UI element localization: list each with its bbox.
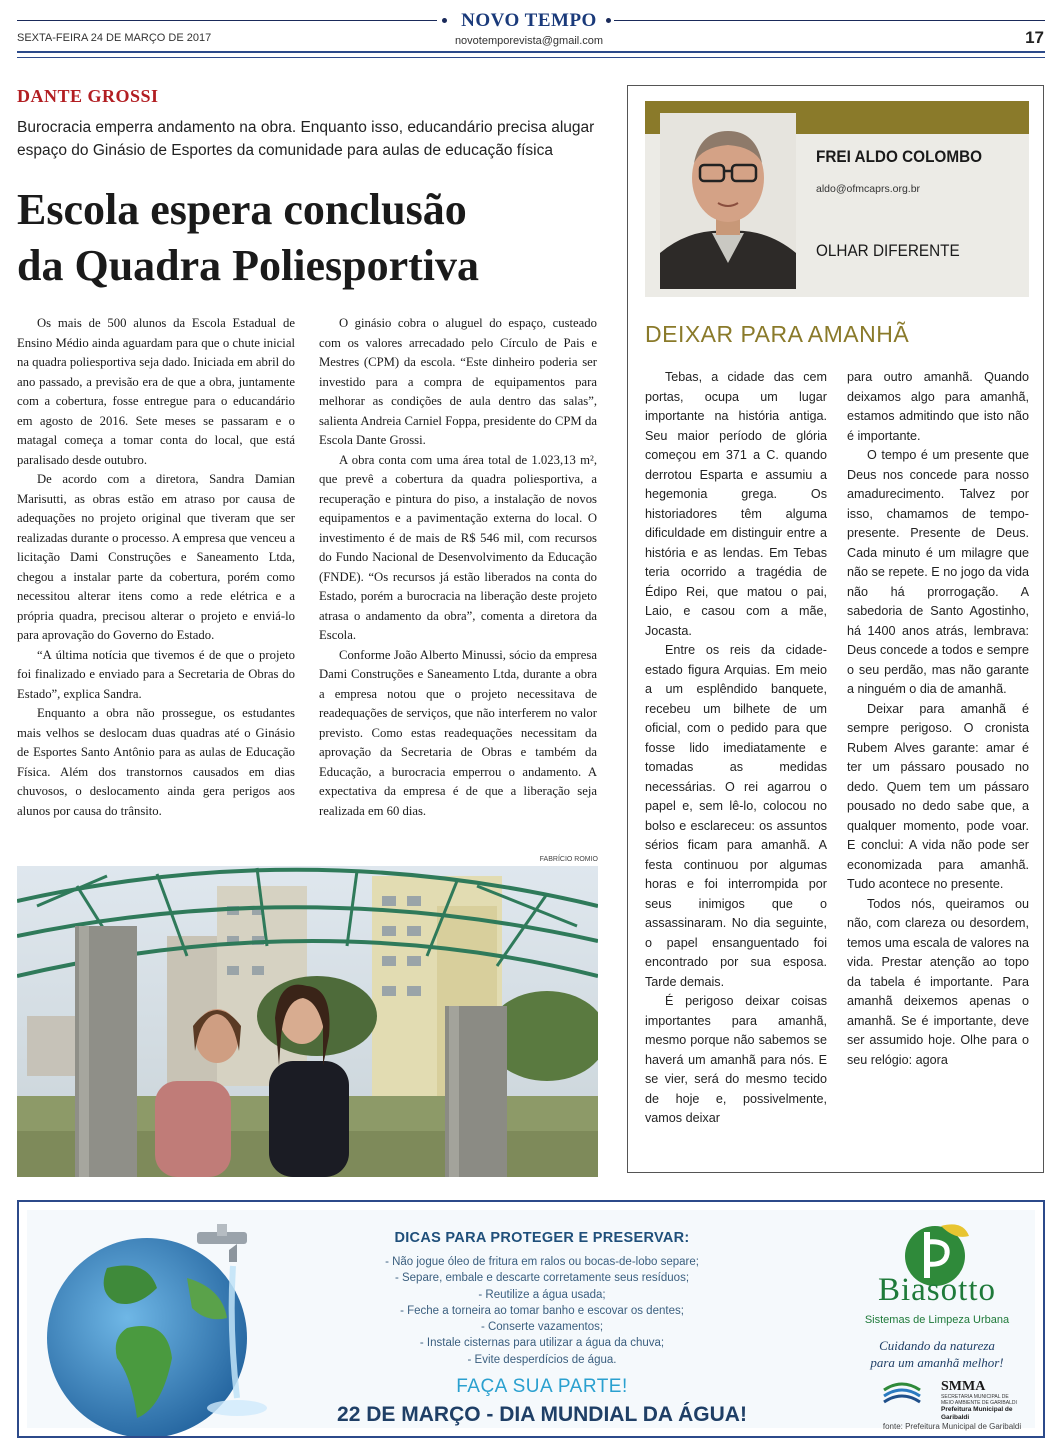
columnist-portrait (660, 113, 796, 289)
opinion-column-1 (645, 368, 827, 1129)
ad-tip: - Instale cisternas para utilizar a água da chuva; (419, 1337, 665, 1350)
article-headline (17, 182, 617, 294)
columnist-email: aldo@ofmcaprs.org.br (816, 183, 921, 195)
water-day-advertisement (17, 1200, 1045, 1438)
article-subhead: Burocracia emperra andamento na obra. Enquanto isso, educandário precisa alugar espaço do Ginásio de Esportes da comunidade para aulas de educação física (17, 119, 595, 159)
issue-date: SEXTA-FEIRA 24 DE MARÇO DE 2017 (17, 32, 212, 44)
headline-line-1: Escola espera conclusão (17, 185, 467, 234)
opinion-column-2 (847, 368, 1029, 1070)
opinion-paragraph: O tempo é um presente que Deus nos concede para nosso amadurecimento. Talvez por isso, chamamos de tempo-presente. Presente de Deus. Cada minuto é um milagre que não se repete. E no jogo da vida não há prorrogação. A sabedoria de Santo Agostinho, há 1400 anos atrás, lembrava: Deus concede a todos e sempre o seu perdão, mas não garante a ninguém o dia de amanhã. (847, 448, 1029, 696)
brand-name: Biasotto (877, 1272, 996, 1308)
opinion-column-box (627, 85, 1044, 1173)
columnist-profile (645, 101, 1029, 297)
article-paragraph: O ginásio cobra o aluguel do espaço, custeado com os valores arrecadado pelo Círculo de Pais e Mestres (CPM) da escola. “Este dinheiro poderia ser investido para a compra de equipamentos para melhorar as condições de aula dentro das salas”, salienta Andreia Carniel Foppa, presidente do CPM da Escola Dante Grossi. (319, 316, 597, 447)
ad-call-to-action: FAÇA SUA PARTE! (456, 1376, 628, 1397)
ad-heading: DICAS PARA PROTEGER E PRESERVAR: (394, 1230, 690, 1246)
ad-tip: - Reutilize a água usada; (478, 1288, 606, 1301)
smma-full-name: SECRETARIA MUNICIPAL DE MEIO AMBIENTE DE GARIBALDI (941, 1394, 1017, 1406)
article-photo (17, 866, 598, 1177)
ad-tip: - Conserte vazamentos; (480, 1321, 604, 1334)
ad-date-line: 22 DE MARÇO - DIA MUNDIAL DA ÁGUA! (337, 1403, 747, 1426)
opinion-paragraph: É perigoso deixar coisas importantes para amanhã, mesmo porque não sabemos se haverá um amanhã para nós. E se vier, será do mesmo tecido de hoje e, possivelmente, vamos deixar (645, 994, 827, 1125)
article-paragraph: Enquanto a obra não prossegue, os estudantes mais velhos se deslocam duas quadras até o Ginásio de Esportes Santo Antônio para as aulas de Educação Física. Além dos transtornos causados em dias chuvosos, o deslocamento ainda gera perigos aos alunos por causa do trânsito. (17, 706, 295, 818)
ad-tip: - Não jogue óleo de fritura em ralos ou bocas-de-lobo separe; (385, 1256, 699, 1268)
smma-wave-icon (882, 1380, 922, 1406)
page-number: 17 (1025, 28, 1044, 47)
masthead (0, 0, 1058, 58)
article-kicker: DANTE GROSSI (17, 86, 159, 106)
opinion-paragraph: Tebas, a cidade das cem portas, ocupa um lugar importante na história antiga. Seu maior período de glória começou em 371 a C. quando derrotou Esparta e assumiu a hegemonia grega. Os historiadores têm alguma dificuldade em distinguir entre a história e as lendas. Em Tebas teria ocorrido a tragédia de Édipo Rei, que matou o pai, Laio, e casou com a mãe, Jocasta. (645, 370, 827, 638)
article-paragraph: “A última notícia que tivemos é de que o projeto foi finalizado e enviado para a Secretaria de Obras do Estado”, explica Sandra. (17, 647, 295, 701)
masthead-double-rule (17, 51, 1045, 58)
article-paragraph: De acordo com a diretora, Sandra Damian Marisutti, as obras estão em atraso por causa de adequações no projeto original que tiveram que ser realizadas durante o processo. A empresa que venceu a licitação Dami Construções e Saneamento Ltda, chegou a instalar parte da cobertura, porém como necessitou alterar itens como a rede elétrica e a própria quadra, precisou alterar o projeto e enviá-lo para aprovação do Governo do Estado. (17, 472, 295, 642)
brand-slogan (827, 1337, 1045, 1371)
portrait-photo (660, 113, 796, 289)
prefeitura-name: Prefeitura Municipal de Garibaldi (941, 1406, 1013, 1421)
headline-line-2: da Quadra Poliesportiva (17, 241, 480, 290)
ad-source: fonte: Prefeitura Municipal de Garibaldi (882, 1422, 1022, 1431)
ad-tips-list (332, 1254, 752, 1368)
opinion-title: DEIXAR PARA AMANHÃ (645, 321, 910, 347)
columnist-name: FREI ALDO COLOMBO (816, 147, 983, 166)
ad-inner (27, 1210, 1035, 1431)
ad-tip: - Separe, embale e descarte corretamente seus resíduos; (394, 1272, 690, 1285)
article-column-1 (17, 314, 295, 821)
ad-tip: - Evite desperdícios de água. (467, 1353, 617, 1366)
opinion-paragraph: Todos nós, queiramos ou não, com clareza ou desordem, temos uma escala de valores na vida. Prestar atenção ao topo da tabela é importante. Para amanhã deixemos apenas o amanhã. Se é importante, deve ser assumido hoje. Olhe para o seu relógio: agora (847, 896, 1029, 1067)
opinion-paragraph: Deixar para amanhã é sempre perigoso. O cronista Rubem Alves garante: amar é ter um pássaro pousado no dedo. Quem tem um pássaro pousado no dedo sabe que, a qualquer momento, pode voar. E conclui: A vida não pode ser economizada para amanhã. Tudo acontece no presente. (847, 701, 1029, 891)
smma-name: SMMA (941, 1379, 986, 1394)
column-name: OLHAR DIFERENTE (816, 241, 960, 260)
globe-faucet-icon (37, 1218, 297, 1438)
opinion-paragraph: Entre os reis da cidade-estado figura Arquias. Em meio a um esplêndido banquete, recebeu um bilhete de um oficial, com o pedido para que fosse lido imediatamente e tomadas as medidas necessárias. O rei agarrou o papel e, sem lê-lo, colocou no bolso e esclareceu: os assuntos sérios ficam para amanhã. A festa continuou por algumas horas e foi interrompida por seus inimigos que o assassinaram. No dia seguinte, o papel ensanguentado foi encontrado por sua esposa. Tarde demais. (645, 643, 827, 989)
brand-tagline: Sistemas de Limpeza Urbana (864, 1314, 1010, 1326)
opinion-paragraph-continued: para outro amanhã. Quando deixamos algo para amanhã, estamos admitindo que isto não é importante. (847, 370, 1029, 443)
ad-tip: - Feche a torneira ao tomar banho e escovar os dentes; (400, 1304, 684, 1317)
article-paragraph: Os mais de 500 alunos da Escola Estadual de Ensino Médio ainda aguardam para que o chute inicial na quadra poliesportiva seja dado. Iniciada em abril do ano passado, a previsão era de que a obra, juntamente com a cobertura, fosse entregue para o educandário em agosto de 2016. Sete meses se passaram e o matagal começa a tomar conta do local, que está paralisado desde outubro. (17, 316, 295, 467)
article-column-2 (319, 314, 597, 821)
article-paragraph: A obra conta com uma área total de 1.023,13 m², que prevê a cobertura da quadra poliesportiva, a recuperação e pintura do piso, a instalação de novos equipamentos e a pavimentação externa do local. O investimento é de mais de R$ 546 mil, com recursos do Fundo Nacional de Desenvolvimento da Educação (FNDE). “Os recursos já estão liberados na conta do Estado, porém a burocracia na liberação deste projeto atrasa o andamento da obra”, comenta a diretora da Escola. (319, 452, 597, 642)
photo-credit: FABRÍCIO ROMIO (539, 856, 598, 863)
slogan-line-1: Cuidando da natureza (879, 1338, 995, 1353)
newspaper-email: novotemporevista@gmail.com (454, 35, 604, 47)
article-paragraph: Conforme João Alberto Minussi, sócio da empresa Dami Construções e Saneamento Ltda, durante a obra a empresa notou que o projeto necessitava de readequações de serviços, que não interferem no valor previsto. Como estas readequações necessitam da aprovação da Secretaria de Obras e também da Educação, a burocracia emperrou o andamento. A expectativa da empresa é de que a liberação seja realizada em 60 dias. (319, 647, 597, 818)
photo-two-women-at-construction-site (17, 866, 598, 1177)
newspaper-name: NOVO TEMPO (461, 10, 597, 31)
slogan-line-2: para um amanhã melhor! (870, 1355, 1004, 1370)
